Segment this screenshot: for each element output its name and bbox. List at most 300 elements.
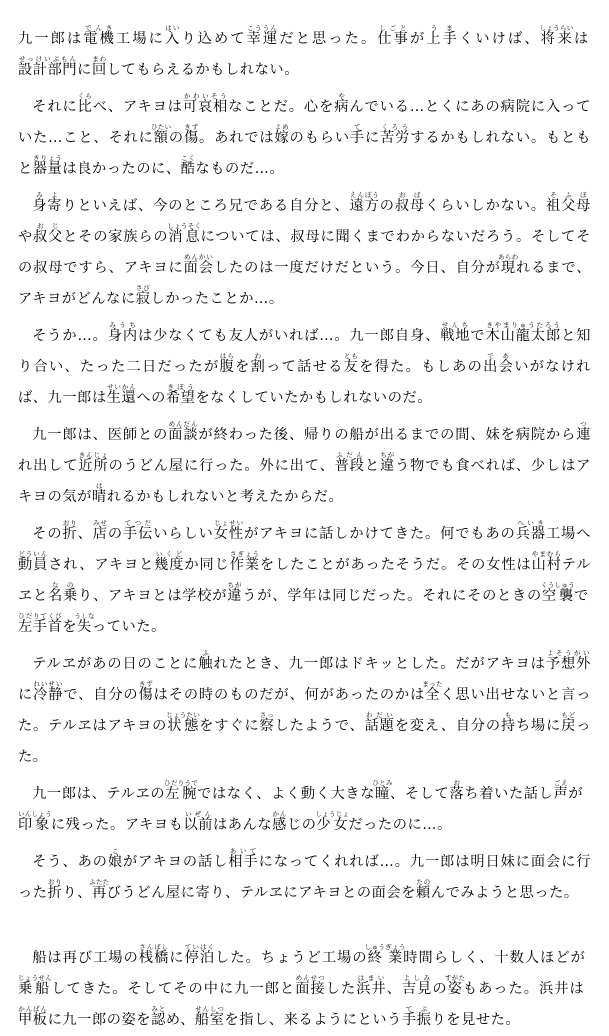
text-run: れるまで、アキヨがどんなに [18,260,591,307]
ruby-word [500,711,516,734]
furigana: てぶ [401,1005,432,1013]
ruby-word [401,1005,432,1028]
ruby-base: 声 [553,786,569,802]
ruby-word [135,284,151,307]
ruby-base: 女性 [213,526,245,542]
text-run: りといえば、今のところ兄である自分と、 [62,198,350,214]
furigana: や [334,92,349,100]
text-run: りを見せた。 [431,1012,521,1028]
text-run: や [18,229,34,245]
text-run: 、 [386,981,402,997]
ruby-base: 仕事 [377,31,410,47]
ruby-word [334,92,350,115]
ruby-word [32,191,63,214]
ruby-word [33,680,64,703]
furigana: ちが [379,451,395,459]
ruby-base: 普段 [334,458,365,474]
ruby-base: 浜井 [356,981,387,997]
furigana: ひだりうで [164,779,199,787]
ruby-word [334,451,365,474]
text-run: の [168,130,184,146]
ruby-word [416,878,431,901]
ruby-word [531,550,562,573]
text-run: の [107,526,124,542]
text-run: んでいる…とくにあの病院に入っていた…こと、それに [18,99,592,146]
ruby-word [107,321,138,344]
ruby-base: 店 [92,526,108,542]
ruby-word [165,24,182,47]
ruby-word [553,779,569,802]
text-run: れ出して [18,458,79,474]
ruby-word [18,612,63,635]
ruby-word [166,711,201,734]
furigana: かわいそう [182,92,228,100]
text-run: をしたことがあったそうだ。その女性は [259,557,532,573]
text-run: の [379,198,395,214]
ruby-base: 動員 [18,557,49,573]
furigana: れいせい [33,680,63,688]
ruby-word [150,123,172,146]
text-run: がアキヨの話し [122,854,229,870]
furigana: ていはく [184,943,215,951]
furigana: よめ [274,123,290,131]
ruby-base: 割 [250,359,267,375]
ruby-base: 失 [74,619,95,635]
text-run: してきた。そしてその中に九一郎と [50,981,296,997]
furigana: みうち [107,321,138,329]
ruby-base: 頼 [416,885,431,901]
ruby-word [372,779,393,802]
furigana: わ [250,352,266,360]
ruby-word [183,810,213,833]
text-run: なものだ…。 [195,161,285,177]
text-run: への [136,390,166,406]
ruby-base: 娘 [107,854,123,870]
text-run: をすぐに [199,718,260,734]
ruby-base: 再 [89,885,110,901]
text-run: 工場に [116,31,165,47]
ruby-word [250,352,267,375]
ruby-base: 病 [334,99,350,115]
text-run: と知り合い、たった二日だったが [18,328,592,375]
ruby-word [576,420,591,443]
furigana: きず [183,123,199,131]
furigana: えんぽう [349,191,380,199]
ruby-base: 空襲 [540,588,575,604]
ruby-word [194,1005,225,1028]
text-run: って話せる [266,359,344,375]
furigana: みと [151,1005,166,1013]
furigana: すがた [444,974,466,982]
ruby-base: 山村 [531,557,562,573]
furigana: であ [483,352,514,360]
furigana: わだい [364,711,395,719]
ruby-word [18,974,52,997]
ruby-word [228,847,259,870]
furigana: せんしつ [194,1005,225,1013]
furigana: きやまりゅうたろう [485,321,561,329]
furigana: あらわ [498,253,519,261]
text-run: ち場に [515,718,562,734]
text-run: をなくしていたかもしれないのだ。 [195,390,433,406]
ruby-base: 印象 [18,817,52,833]
text-run: と [364,458,380,474]
ruby-word [74,612,95,635]
furigana: しょうじょ [315,810,350,818]
text-run: だったのに…。 [348,817,452,833]
ruby-word [315,810,350,833]
furigana: せいかん [106,383,137,391]
text-run: が [410,31,427,47]
ruby-word [449,779,465,802]
furigana: おり [62,519,78,527]
ruby-word [364,711,395,734]
text-run: くいけば、 [459,31,541,47]
furigana: かんぱん [18,1005,48,1013]
ruby-base: 出会 [483,359,515,375]
ruby-word [198,649,214,672]
furigana: うま [426,24,458,32]
paragraph-4 [18,321,591,414]
furigana: おり [47,878,63,886]
text-run: うが、学年は同じだった。それにそのときの [242,588,543,604]
ruby-word [349,123,365,146]
text-run: テルヱがあの日のことに [32,656,199,672]
furigana: みせ [92,519,108,527]
ruby-word [107,847,123,870]
ruby-word [227,581,243,604]
text-run: だと思った。 [279,31,378,47]
ruby-base: 可哀相 [182,99,229,115]
ruby-base: 名乗 [47,588,78,604]
paragraph-9 [18,847,591,909]
furigana: しょうそく [167,222,202,230]
furigana: いんしょう [18,810,52,818]
ruby-word [545,649,591,672]
furigana: さび [135,284,151,292]
furigana: こううん [246,24,278,32]
ruby-base: 相手 [228,854,259,870]
paragraph-2 [18,92,591,185]
furigana: くら [77,92,93,100]
text-run: びうどん屋に寄り、テルヱにアキヨとの面会を [106,885,417,901]
ruby-word [62,519,78,542]
furigana: みよ [32,191,63,199]
ruby-word [138,680,154,703]
ruby-base: 甲板 [18,1012,48,1028]
ruby-base: 船室 [194,1012,225,1028]
text-run: に残った。アキヨも [50,817,184,833]
text-run: した。ちょうど工場の [215,950,368,966]
ruby-base: 乗船 [18,981,52,997]
ruby-word [47,581,78,604]
ruby-word [426,24,460,47]
text-run: べ、アキヨは [92,99,183,115]
furigana: そふぼ [546,191,592,199]
ruby-base: 苦労 [380,130,411,146]
ruby-word [183,253,214,276]
text-run: され、アキヨと [48,557,155,573]
ruby-base: 瞳 [372,786,393,802]
furigana: ふたた [89,878,110,886]
furigana: なの [47,581,78,589]
furigana: せんち [440,321,471,329]
ruby-base: 手振 [401,1012,432,1028]
furigana: ごえ [553,779,569,787]
ruby-base: 冷静 [33,687,64,703]
text-run: で [573,588,589,604]
text-run: 九一郎は、テルヱの [32,786,166,802]
text-run: もあった。浜井は [462,981,585,997]
text-run: については、叔母に聞くまでわからないだろう。そしてその叔母ですら、アキヨに [18,229,591,276]
ruby-base: 作業 [229,557,260,573]
ruby-word [183,123,200,146]
furigana: はまい [356,974,387,982]
text-run: はその時のものだが、何があったのかは [153,687,426,703]
furigana: てつだ [123,519,153,527]
ruby-base: 身寄 [32,198,63,214]
ruby-word [485,321,562,344]
furigana: たの [416,878,431,886]
ruby-word [32,154,63,177]
furigana: めんせつ [295,974,326,982]
paragraph-10 [18,943,591,1036]
text-run: で [470,328,486,344]
text-run: う物でも食べれば、少しはアキヨの気が [18,458,591,505]
ruby-base: 以前 [183,817,213,833]
ruby-base: 全 [422,687,443,703]
text-run: その [32,526,63,542]
furigana: とも [343,352,359,360]
ruby-word [259,711,275,734]
furigana: ふ [198,649,214,657]
ruby-base: 腹 [219,359,236,375]
ruby-word [106,383,137,406]
ruby-base: 叔父 [33,229,64,245]
ruby-word [168,420,199,443]
ruby-base: 比 [77,99,93,115]
ruby-base: 消息 [167,229,202,245]
text-run: そう、あの [32,854,108,870]
ruby-base: 祖父母 [546,198,592,214]
text-run: く思い出せないと言った。テルヱはアキヨの [18,687,591,734]
furigana: へいき [515,519,546,527]
text-run: 工場へ [546,526,592,542]
ruby-word [89,878,110,901]
ruby-word [18,55,78,78]
furigana: でんき [83,24,115,32]
text-run: はあんな [213,817,273,833]
furigana: さぎょう [229,550,260,558]
text-run: のもらい [289,130,350,146]
furigana: ひたい [150,123,172,131]
ruby-base: 桟橋 [138,950,170,966]
ruby-word [83,24,116,47]
text-run: り、アキヨとは学校が [77,588,228,604]
ruby-word [164,779,199,802]
ruby-word [379,451,396,474]
text-run: に [18,687,34,703]
text-run: に [77,62,92,78]
paragraph-5 [18,420,591,513]
furigana: お [449,779,465,787]
furigana: まわ [91,55,107,63]
furigana: くろう [380,123,410,131]
furigana: も [500,711,516,719]
ruby-base: 木山龍太郎 [485,328,562,344]
ruby-word [343,352,360,375]
ruby-word [483,352,515,375]
ruby-base: 話題 [364,718,395,734]
ruby-word [165,383,196,406]
ruby-word [167,222,202,245]
text-run: した [325,981,357,997]
text-run: いがなければ、九一郎は [18,359,591,406]
furigana: こ [107,847,123,855]
text-run: ち着いた話し [464,786,554,802]
ruby-word [401,974,433,997]
text-run: がアキヨに話しかけてきた。何でもあの [244,526,516,542]
furigana: めんかい [183,253,214,261]
ruby-base: 認 [151,1012,166,1028]
ruby-word [295,974,326,997]
text-run: なことだ。心を [228,99,335,115]
text-run: 、 [77,526,93,542]
text-run: んでみようと思った。 [430,885,579,901]
text-run: したようで、 [274,718,365,734]
furigana: かん [272,810,287,818]
ruby-base: 停泊 [184,950,216,966]
paragraph-8 [18,779,591,841]
furigana: どういん [18,550,48,558]
ruby-word [539,24,574,47]
furigana: しごと [377,24,409,32]
text-run: それに [32,99,78,115]
furigana: じょうたい [166,711,201,719]
furigana: しょうらい [539,24,574,32]
text-run: の [432,981,448,997]
furigana: いくど [154,550,185,558]
ruby-word [92,519,108,542]
text-run: は少なくても友人がいれば…。九一郎自身、 [137,328,441,344]
ruby-base: 幸運 [246,31,280,47]
ruby-base: 将来 [539,31,574,47]
text-run: り込めて [181,31,247,47]
furigana: いぜん [183,810,213,818]
furigana: しゅうぎょう [364,943,406,951]
text-run: め、 [165,1012,195,1028]
furigana: きんじょ [78,451,109,459]
ruby-base: 面接 [295,981,326,997]
ruby-base: 傷 [183,130,200,146]
ruby-base: 察 [259,718,275,734]
ruby-word [546,191,592,214]
furigana: あいて [228,847,259,855]
furigana: よそうがい [545,649,591,657]
text-run: のうどん屋に行った。外に出て、 [108,458,335,474]
ruby-base: 折 [47,885,63,901]
text-run: とその家族らの [63,229,169,245]
text-run: いらしい [153,526,214,542]
ruby-base: 傷 [138,687,154,703]
ruby-base: 晴 [91,489,107,505]
ruby-base: 叔母 [394,198,426,214]
ruby-word [151,1005,166,1028]
ruby-word [377,24,410,47]
ruby-word [272,810,287,833]
text-run: り、 [62,885,92,901]
ruby-word [138,943,170,966]
ruby-base: 酷 [180,161,196,177]
text-run: った。 [18,718,591,765]
ruby-word [364,943,406,966]
ruby-word [18,810,52,833]
ruby-word [184,943,216,966]
ruby-word [349,191,380,214]
ruby-word [182,92,229,115]
ruby-base: 友 [343,359,360,375]
ruby-base: 上手 [426,31,460,47]
ruby-base: 寂 [135,291,151,307]
ruby-word [561,711,577,734]
furigana: きず [138,680,154,688]
ruby-base: 触 [198,656,214,672]
ruby-base: 感 [272,817,287,833]
section-break [18,915,591,943]
furigana: ひとみ [372,779,393,787]
ruby-base: 電機 [83,31,116,47]
text-run: は [572,31,589,47]
ruby-base: 器量 [32,161,63,177]
ruby-base: 現 [498,260,519,276]
ruby-word [498,253,519,276]
ruby-base: 左手首 [18,619,63,635]
text-run: したのは一度だけだという。今日、自分が [213,260,501,276]
text-run: 船は再び工場の [32,950,139,966]
furigana: おば [394,191,425,199]
ruby-word [91,55,107,78]
ruby-base: 回 [91,62,107,78]
text-run: 、そして [389,786,450,802]
text-run: 。あれでは [199,130,275,146]
ruby-word [229,550,260,573]
furigana: くうしゅう [540,581,575,589]
ruby-word [213,519,245,542]
ruby-base: 持 [500,718,516,734]
text-run: 九一郎は [18,31,84,47]
ruby-word [18,550,49,573]
furigana: よしみ [401,974,432,982]
ruby-word [154,550,185,573]
ruby-base: 左腕 [164,786,199,802]
paragraph-6 [18,519,591,643]
furigana: ちが [227,581,243,589]
text-run: くらいしかない。 [425,198,547,214]
ruby-base: 吉見 [401,981,433,997]
ruby-base: 落 [449,786,465,802]
ruby-base: 予想外 [545,656,591,672]
text-run: を指し、来るようにという [224,1012,402,1028]
text-run: は良かったのに、 [62,161,181,177]
paragraph-7 [18,649,591,773]
ruby-base: 設計部門 [18,62,78,78]
text-run: か同じ [184,557,230,573]
ruby-base: 違 [227,588,243,604]
ruby-word [246,24,280,47]
ruby-word [47,878,63,901]
ruby-word [123,519,154,542]
ruby-base: 折 [62,526,78,542]
